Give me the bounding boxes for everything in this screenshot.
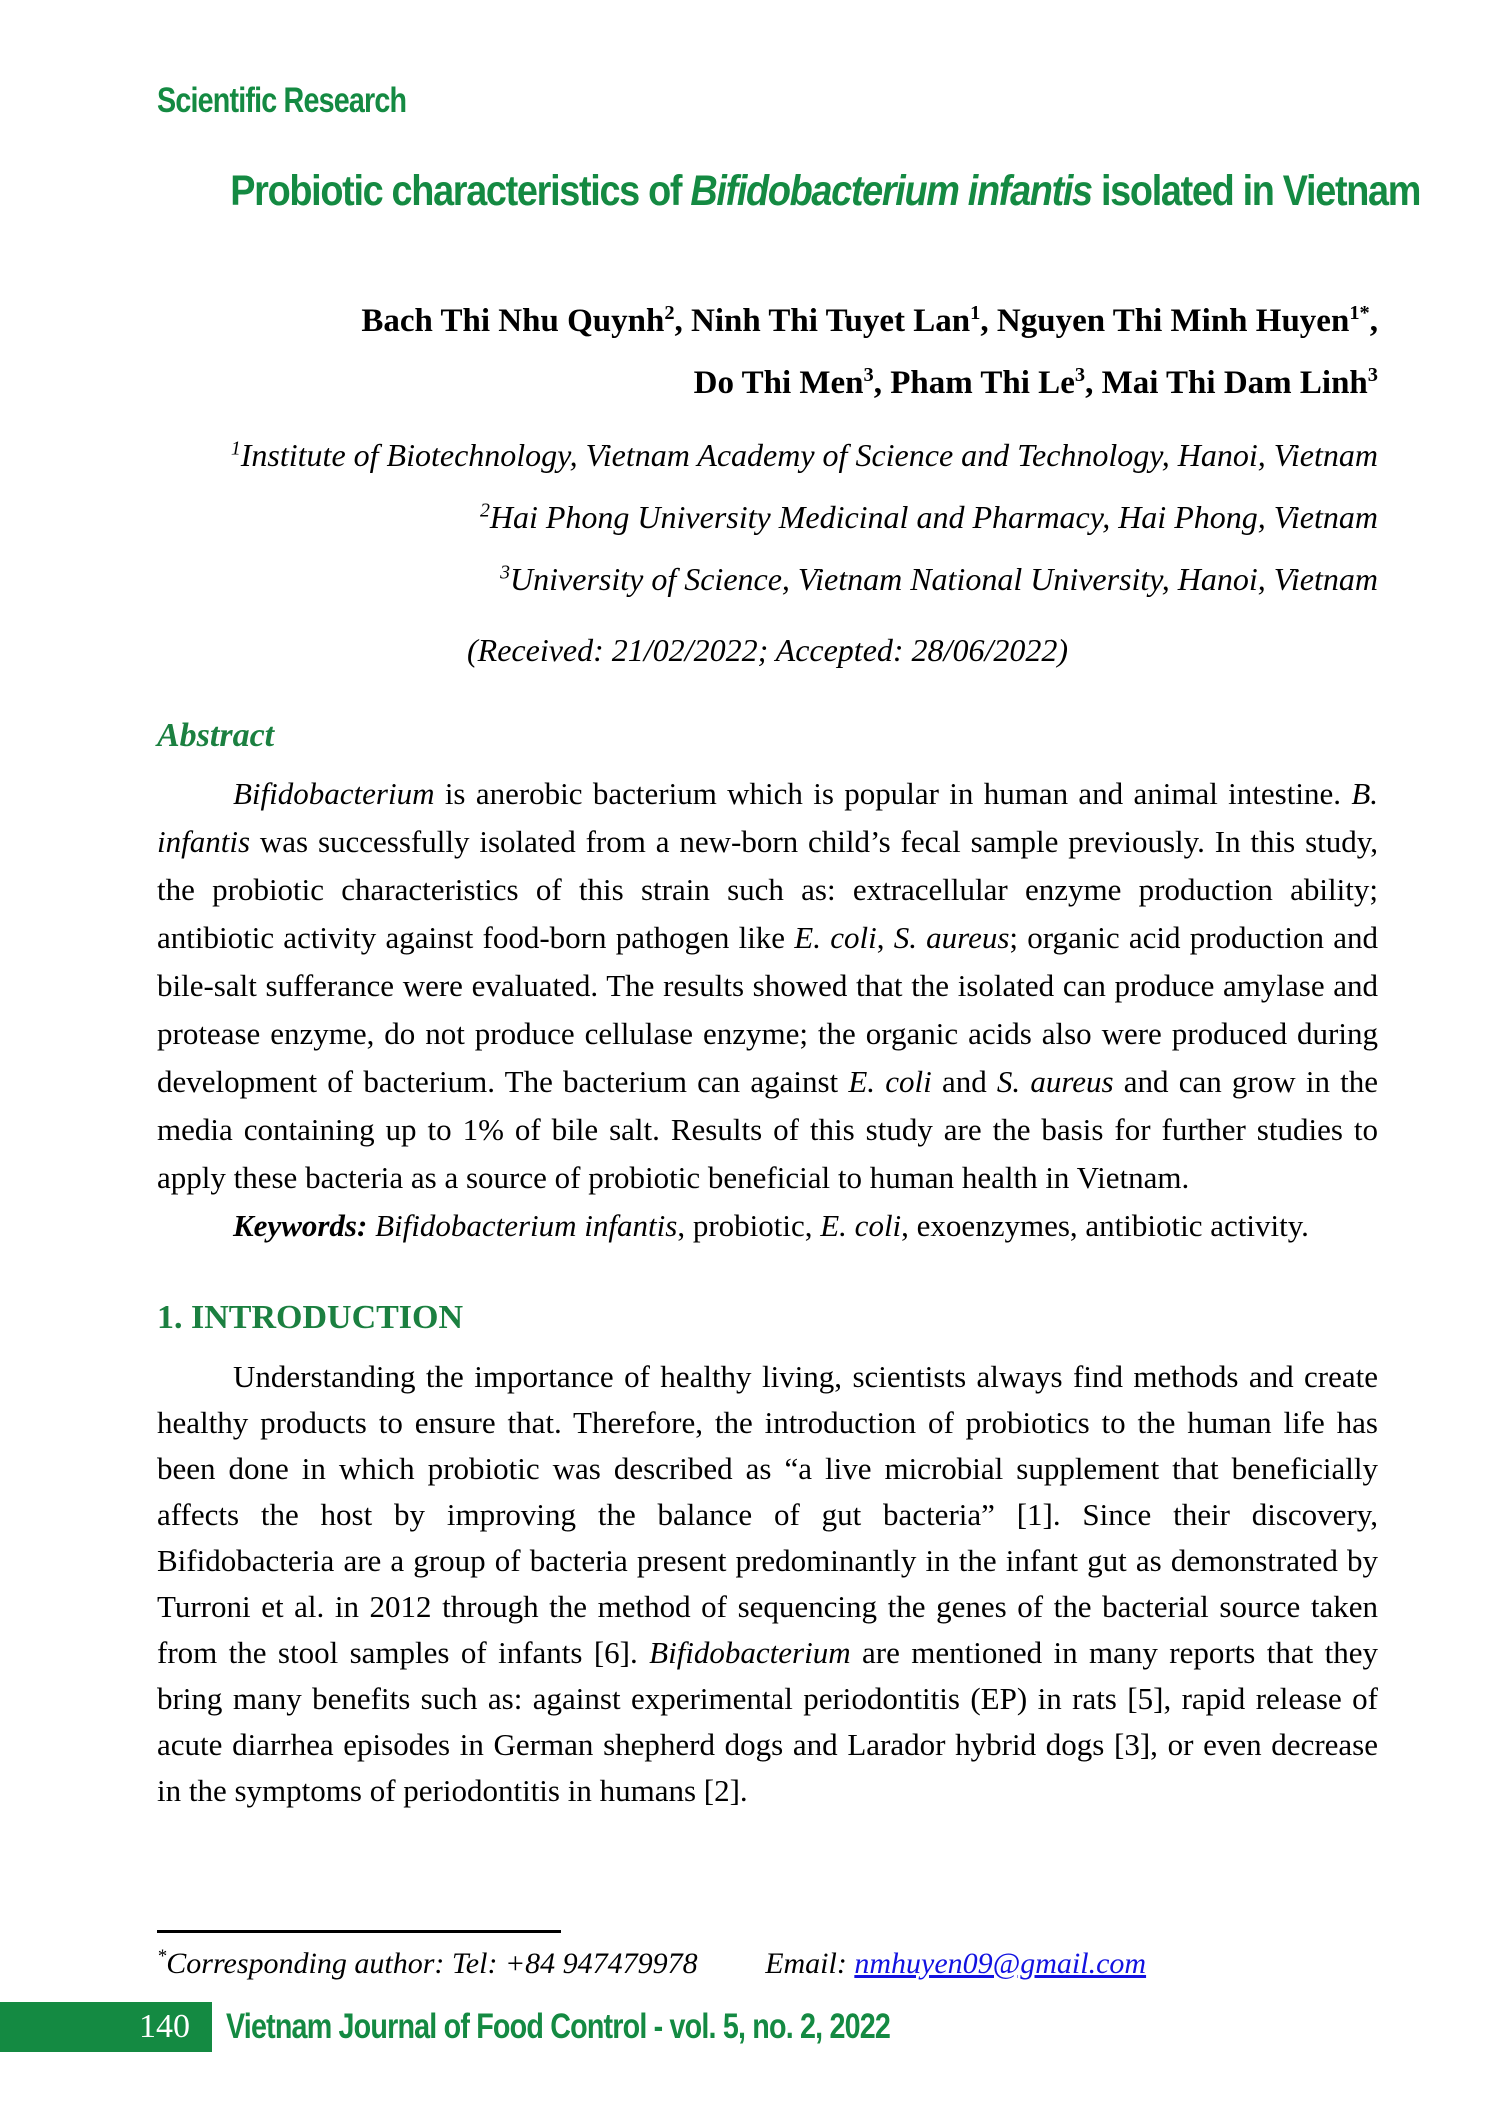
introduction-paragraph: [157, 1354, 1378, 1814]
author-line-1: [157, 290, 1378, 352]
abstract-paragraph: [157, 770, 1378, 1202]
text-segment: S. aureus: [893, 920, 1010, 955]
text-segment: Corresponding author: Tel: +84 947479978: [166, 1947, 698, 1980]
text-segment: is anerobic bacterium which is popular in human and animal intestine.: [434, 776, 1352, 811]
text-segment: Probiotic characteristics of: [230, 167, 691, 215]
text-segment: , Mai Thi Dam Linh: [1085, 365, 1368, 401]
footnote-block: [157, 1930, 1378, 1983]
section-kicker: Scientific Research: [157, 81, 407, 120]
text-segment: Do Thi Men: [693, 365, 864, 401]
text-segment: ; organic acid production and bile-salt sufferance were evaluated. The results showed that the isolated can produce amylase and protease enzyme, do not produce cellulase enzyme; the organic acids also were produced during development of bacterium. The bacterium can against: [157, 920, 1379, 1099]
text-segment: University of Science, Vietnam National University, Hanoi, Vietnam: [510, 561, 1378, 597]
text-segment: , Nguyen Thi Minh Huyen: [980, 303, 1350, 339]
corresponding-author-footnote: [157, 1945, 1378, 1983]
text-segment: , exoenzymes, antibiotic activity.: [901, 1208, 1309, 1243]
text-segment: Bifidobacterium: [233, 776, 435, 811]
text-segment: Bifidobacterium infantis: [690, 167, 1092, 215]
text-segment: 1: [230, 437, 241, 460]
text-segment: [698, 1947, 766, 1980]
text-segment: 3: [500, 561, 511, 584]
text-segment: E. coli: [820, 1208, 902, 1243]
introduction-heading: 1. INTRODUCTION: [157, 1299, 464, 1336]
affiliation-list: [157, 424, 1378, 610]
footnote-separator: [157, 1930, 561, 1933]
text-segment: *: [157, 1946, 167, 1967]
text-segment: 3: [1074, 364, 1086, 386]
text-segment: ,: [876, 920, 894, 955]
text-segment: was successfully isolated from a new-born child’s fecal sample previously. In this study, the probiotic characteristics of this strain such as: extracellular enzyme production ability; antibiotic activity against food-born pathogen like: [157, 824, 1378, 955]
email-link[interactable]: nmhuyen09@gmail.com: [854, 1947, 1147, 1980]
affiliation-2: [157, 486, 1378, 548]
author-line-2: [157, 352, 1378, 414]
text-segment: and: [931, 1064, 997, 1099]
received-accepted-dates: (Received: 21/02/2022; Accepted: 28/06/2022): [467, 632, 1068, 668]
keywords-paragraph: [157, 1202, 1378, 1250]
text-segment: , Pham Thi Le: [873, 365, 1075, 401]
text-segment: Hai Phong University Medicinal and Pharmacy, Hai Phong, Vietnam: [489, 499, 1378, 535]
text-segment: 3: [863, 364, 874, 386]
text-segment: 2: [664, 302, 675, 324]
journal-name: Vietnam Journal of Food Control - vol. 5, no. 2, 2022: [226, 2007, 891, 2046]
text-segment: Bifidobacterium: [649, 1635, 851, 1670]
text-segment: Bifidobacterium infantis: [375, 1208, 678, 1243]
text-segment: 2: [479, 499, 490, 522]
page-number: 140: [0, 2002, 212, 2052]
text-segment: Keywords:: [233, 1208, 376, 1243]
text-segment: Institute of Biotechnology, Vietnam Academy of Science and Technology, Hanoi, Vietnam: [240, 437, 1378, 473]
text-segment: Email:: [765, 1947, 855, 1980]
text-segment: B. infantis: [157, 776, 1378, 859]
text-segment: 1*: [1349, 302, 1370, 324]
text-segment: , probiotic,: [677, 1208, 821, 1243]
text-segment: E. coli: [848, 1064, 932, 1099]
text-segment: 3: [1367, 364, 1378, 386]
text-segment: are mentioned in many reports that they bring many benefits such as: against experimental periodontitis (EP) in rats [5], rapid release of acute diarrhea episodes in German shepherd dogs and Larador hybrid dogs [3], or even decrease in the symptoms of periodontitis in humans [2].: [157, 1635, 1378, 1808]
author-list: [157, 290, 1378, 414]
text-segment: 1: [970, 302, 981, 324]
text-segment: , Ninh Thi Tuyet Lan: [674, 303, 971, 339]
text-segment: Bach Thi Nhu Quynh: [361, 303, 665, 339]
text-segment: isolated in Vietnam: [1091, 167, 1421, 215]
text-segment: Understanding the importance of healthy living, scientists always find methods and create healthy products to ensure that. Therefore, the introduction of probiotics to the human life has been done in which probiotic was described as “a live microbial supplement that beneficially affects the host by improving the balance of gut bacteria” [1]. Since their discovery, Bifidobacteria are a group of bacteria present predominantly in the infant gut as demonstrated by Turroni et al. in 2012 through the method of sequencing the genes of the bacterial source taken from the stool samples of infants [6].: [157, 1359, 1378, 1670]
page-footer: [0, 2002, 1497, 2052]
affiliation-1: [157, 424, 1378, 486]
text-segment: and can grow in the media containing up to 1% of bile salt. Results of this study are the basis for further studies to apply these bacteria as a source of probiotic beneficial to human health in Vietnam.: [157, 1064, 1379, 1195]
paper-title: [230, 166, 1421, 216]
text-segment: E. coli: [794, 920, 877, 955]
text-segment: S. aureus: [996, 1064, 1114, 1099]
affiliation-3: [157, 548, 1378, 610]
abstract-heading: Abstract: [157, 717, 275, 754]
text-segment: ,: [1369, 303, 1378, 339]
